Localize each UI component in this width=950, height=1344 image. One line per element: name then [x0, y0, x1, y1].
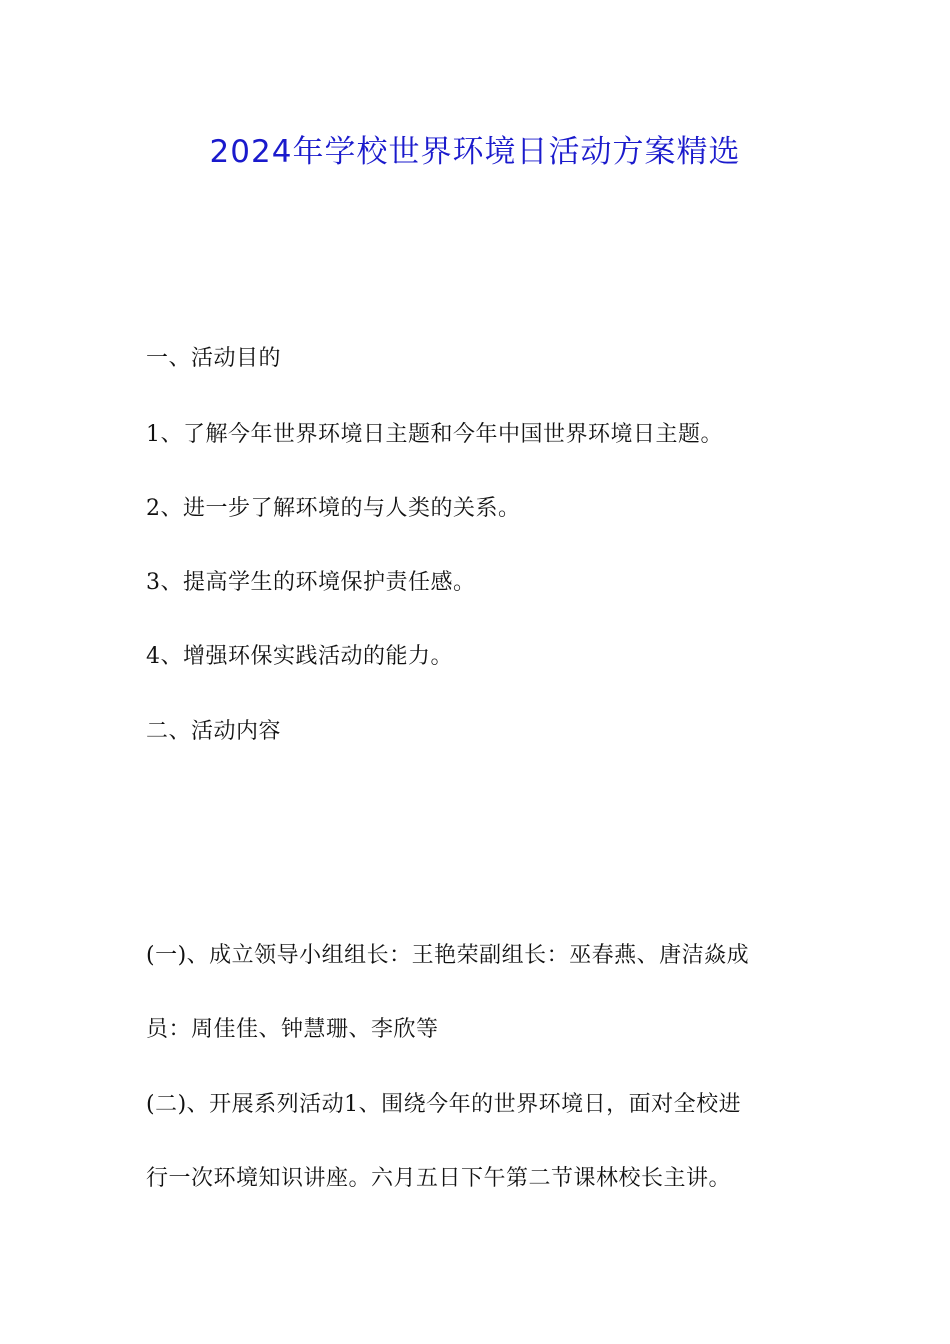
purpose-item-4: 4、增强环保实践活动的能力。 [146, 644, 453, 669]
content-paragraph-2-line-2: 行一次环境知识讲座。六月五日下午第二节课林校长主讲。 [146, 1166, 732, 1191]
content-paragraph-1-line-1: (一)、成立领导小组组长：王艳荣副组长：巫春燕、唐洁焱成 [146, 943, 750, 968]
purpose-item-3: 3、提高学生的环境保护责任感。 [146, 570, 476, 595]
document-title: 2024年学校世界环境日活动方案精选 [209, 134, 741, 170]
content-paragraph-1-line-2: 员：周佳佳、钟慧珊、李欣等 [146, 1017, 439, 1042]
section-heading-purpose: 一、活动目的 [146, 346, 282, 371]
purpose-item-2: 2、进一步了解环境的与人类的关系。 [146, 496, 521, 521]
section-heading-content: 二、活动内容 [146, 719, 282, 744]
purpose-item-1: 1、了解今年世界环境日主题和今年中国世界环境日主题。 [146, 422, 723, 447]
content-paragraph-2-line-1: (二)、开展系列活动1、围绕今年的世界环境日，面对全校进 [146, 1092, 742, 1117]
